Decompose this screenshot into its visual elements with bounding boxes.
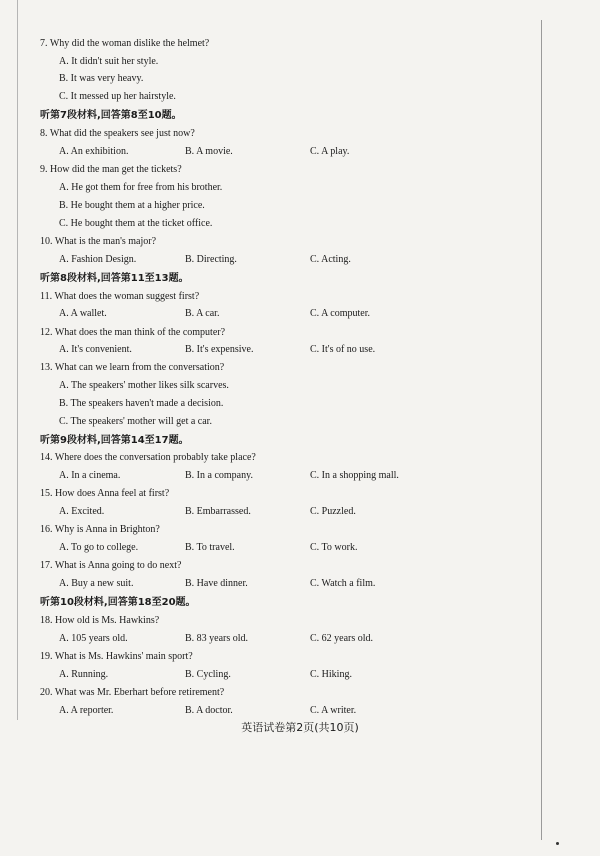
answer-option-b: B. A movie. bbox=[185, 146, 233, 157]
question-stem: 7. Why did the woman dislike the helmet? bbox=[40, 38, 210, 49]
answer-option-c: C. Puzzled. bbox=[310, 506, 356, 517]
answer-option-c: C. A play. bbox=[310, 146, 350, 157]
question-stem: 17. What is Anna going to do next? bbox=[40, 560, 182, 571]
answer-option-b: B. Directing. bbox=[185, 254, 237, 265]
left-margin-line bbox=[17, 0, 18, 720]
answer-option-b: B. A doctor. bbox=[185, 705, 233, 716]
answer-option-b: B. To travel. bbox=[185, 542, 235, 553]
answer-option-c: C. Hiking. bbox=[310, 669, 352, 680]
answer-option-a: A. An exhibition. bbox=[59, 146, 129, 157]
speck-mark bbox=[556, 842, 559, 845]
answer-option-a: A. In a cinema. bbox=[59, 470, 121, 481]
answer-option-c: C. A computer. bbox=[310, 308, 370, 319]
answer-option-a: A. It didn't suit her style. bbox=[59, 56, 159, 67]
answer-option-a: A. A reporter. bbox=[59, 705, 114, 716]
answer-option-a: C. It messed up her hairstyle. bbox=[59, 91, 176, 102]
answer-option-a: A. 105 years old. bbox=[59, 633, 128, 644]
answer-option-c: C. It's of no use. bbox=[310, 344, 376, 355]
question-stem: 8. What did the speakers see just now? bbox=[40, 128, 195, 139]
section-instruction: 听第10段材料,回答第18至20题。 bbox=[40, 597, 196, 608]
answer-option-a: A. Running. bbox=[59, 669, 109, 680]
answer-option-a: A. Fashion Design. bbox=[59, 254, 137, 265]
answer-option-c: C. To work. bbox=[310, 542, 358, 553]
answer-option-b: B. Have dinner. bbox=[185, 578, 248, 589]
answer-option-a: A. Buy a new suit. bbox=[59, 578, 134, 589]
question-stem: 10. What is the man's major? bbox=[40, 236, 157, 247]
answer-option-c: C. 62 years old. bbox=[310, 633, 374, 644]
answer-option-a: B. He bought them at a higher price. bbox=[59, 200, 205, 211]
answer-option-a: A. He got them for free from his brother. bbox=[59, 182, 223, 193]
answer-option-b: B. It's expensive. bbox=[185, 344, 254, 355]
answer-option-c: C. Acting. bbox=[310, 254, 351, 265]
answer-option-c: C. A writer. bbox=[310, 705, 357, 716]
right-margin-line bbox=[541, 20, 542, 840]
answer-option-b: B. A car. bbox=[185, 308, 220, 319]
page-footer: 英语试卷第2页(共10页) bbox=[241, 721, 359, 734]
question-stem: 19. What is Ms. Hawkins' main sport? bbox=[40, 651, 193, 662]
question-stem: 16. Why is Anna in Brighton? bbox=[40, 524, 160, 535]
question-stem: 9. How did the man get the tickets? bbox=[40, 164, 182, 175]
answer-option-a: A. The speakers' mother likes silk scarves. bbox=[59, 380, 229, 391]
section-instruction: 听第7段材料,回答第8至10题。 bbox=[40, 110, 182, 121]
question-stem: 12. What does the man think of the computer? bbox=[40, 327, 226, 338]
answer-option-a: A. To go to college. bbox=[59, 542, 139, 553]
answer-option-a: C. He bought them at the ticket office. bbox=[59, 218, 213, 229]
question-stem: 20. What was Mr. Eberhart before retirement? bbox=[40, 687, 225, 698]
answer-option-c: C. Watch a film. bbox=[310, 578, 376, 589]
question-stem: 13. What can we learn from the conversation? bbox=[40, 362, 225, 373]
answer-option-c: C. In a shopping mall. bbox=[310, 470, 399, 481]
answer-option-a: B. It was very heavy. bbox=[59, 73, 144, 84]
section-instruction: 听第9段材料,回答第14至17题。 bbox=[40, 435, 189, 446]
answer-option-a: B. The speakers haven't made a decision. bbox=[59, 398, 224, 409]
answer-option-b: B. 83 years old. bbox=[185, 633, 249, 644]
answer-option-a: A. A wallet. bbox=[59, 308, 107, 319]
question-stem: 14. Where does the conversation probably take place? bbox=[40, 452, 256, 463]
question-stem: 15. How does Anna feel at first? bbox=[40, 488, 170, 499]
answer-option-b: B. Embarrassed. bbox=[185, 506, 251, 517]
question-stem: 11. What does the woman suggest first? bbox=[40, 291, 200, 302]
answer-option-a: A. Excited. bbox=[59, 506, 105, 517]
answer-option-a: C. The speakers' mother will get a car. bbox=[59, 416, 212, 427]
question-stem: 18. How old is Ms. Hawkins? bbox=[40, 615, 160, 626]
section-instruction: 听第8段材料,回答第11至13题。 bbox=[40, 273, 189, 284]
answer-option-a: A. It's convenient. bbox=[59, 344, 132, 355]
answer-option-b: B. In a company. bbox=[185, 470, 253, 481]
answer-option-b: B. Cycling. bbox=[185, 669, 231, 680]
